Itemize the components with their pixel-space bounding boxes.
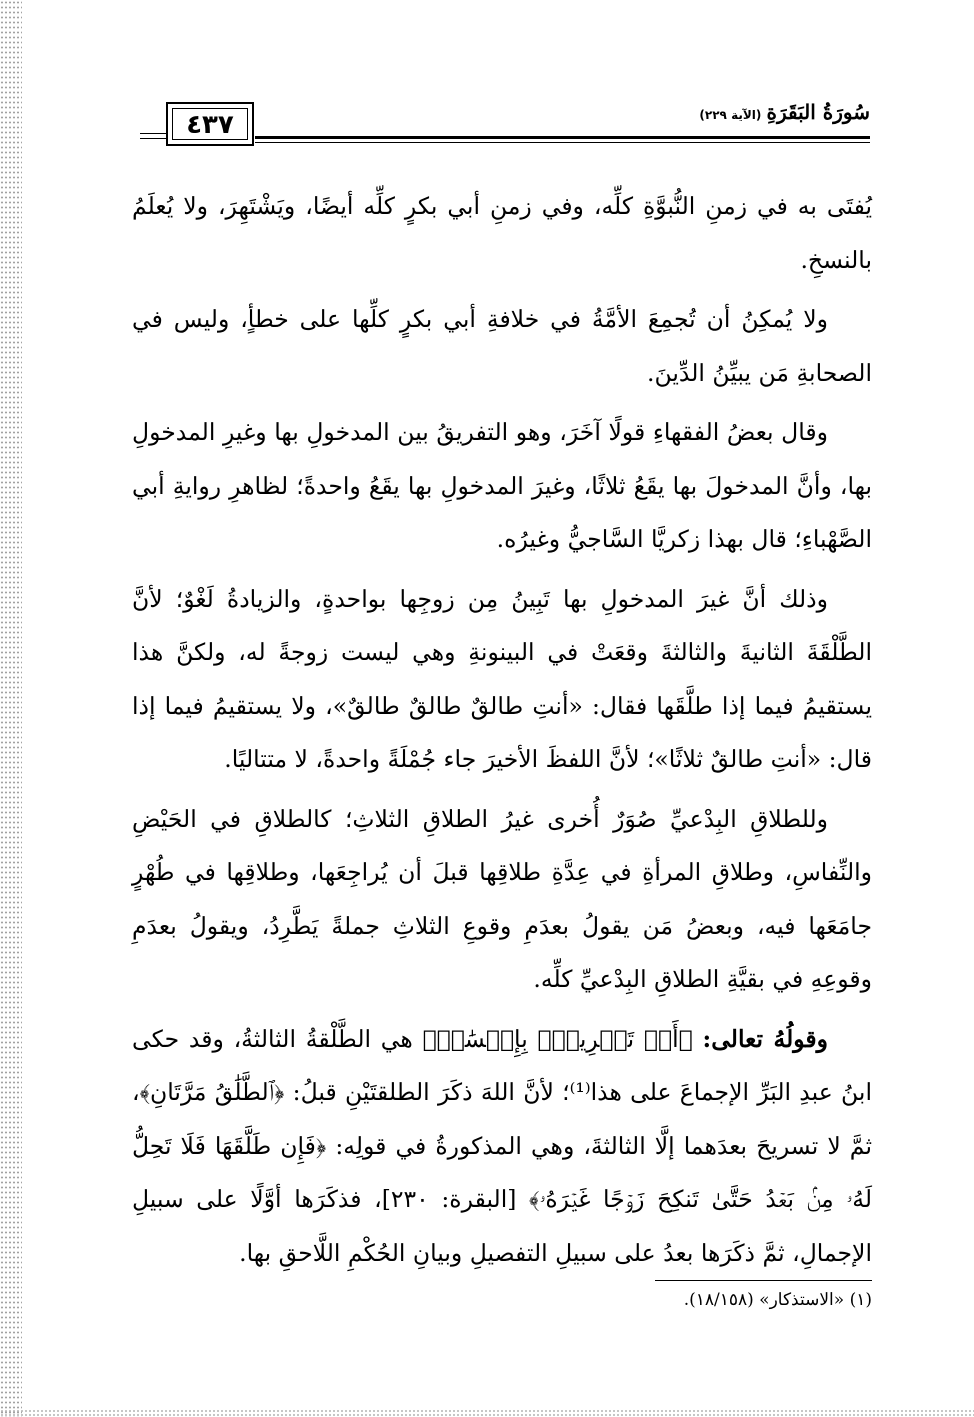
paragraph-2: ولا يُمكِنُ أن تُجمِعَ الأمَّةُ في خلافةِ أبي بكرٍ كلِّها على خطأٍ، وليس في الصحابةِ مَن يبيِّنُ الدِّينَ. <box>132 305 872 387</box>
page-number: ٤٣٧ <box>172 108 248 140</box>
header-rule-left-top <box>140 133 166 134</box>
paragraph-6-text: ﴿أَوۡ تَسۡرِيحُۢ بِإِحۡسَٰنٖ﴾ هي الطَّلْقةُ الثالثةُ، وقد حكى ابنُ عبدِ البَرِّ الإجماعَ على هذا⁽¹⁾؛ لأنَّ اللهَ ذكَرَ الطلقتَيْنِ قبلُ: ﴿ٱلطَّلَٰقُ مَرَّتَانِ﴾، ثمَّ لا تسريحَ بعدَهما إلَّا الثالثةَ، وهي المذكورةُ في قولِه: ﴿فَإِن طَلَّقَهَا فَلَا تَحِلُّ لَهُۥ مِنۢ بَعۡدُ حَتَّىٰ تَنكِحَ زَوۡجًا غَيۡرَهُۥ﴾ [البقرة: ٢٣٠]، فذكَرَها أوَّلًا على سبيلِ الإجمالِ، ثمَّ ذكَرَها بعدُ على سبيلِ التفصيلِ وبيانِ الحُكْمِ اللَّاحقِ بها. <box>132 1024 872 1267</box>
scan-edge-left <box>0 0 22 1417</box>
paragraph-1: يُفتَى به في زمنِ النُّبوَّةِ كلِّه، وفي زمنِ أبي بكرٍ كلِّه أيضًا، ويَشْتَهِرَ، ولا يُعلَمُ بالنسخِ. <box>132 192 872 274</box>
page-number-frame <box>166 102 254 146</box>
scan-edge-bottom <box>0 1409 974 1417</box>
page-header <box>140 98 870 150</box>
paragraph-3: وقال بعضُ الفقهاءِ قولًا آخَرَ، وهو التفريقُ بين المدخولِ بها وغيرِ المدخولِ بها، وأنَّ المدخولَ بها يقَعُ ثلاثًا، وغيرَ المدخولِ بها يقَعُ واحدةً؛ لظاهرِ روايةِ أبي الصَّهْباءِ؛ قال بهذا زكريَّا السَّاجيُّ وغيرُه. <box>132 418 872 553</box>
header-rule-thick <box>255 136 870 139</box>
paragraph-6 <box>132 1013 872 1281</box>
ayah-reference: (الآية ٢٢٩) <box>699 108 762 122</box>
running-head <box>699 100 870 124</box>
paragraph-6-lead: وقولُهُ تعالى: <box>702 1024 828 1053</box>
body-text <box>132 180 872 1280</box>
footnote: (١) «الاستذكار» (١٨/١٥٨). <box>683 1290 872 1310</box>
surah-title: سُورَةُ البَقَرَةِ <box>766 100 870 124</box>
footnote-rule <box>655 1280 872 1281</box>
header-rule-left-bottom <box>140 138 166 139</box>
paragraph-4: وذلك أنَّ غيرَ المدخولِ بها تَبِينُ مِن زوجِها بواحدةٍ، والزيادةُ لَغْوٌ؛ لأنَّ الطَّلْقَةَ الثانيةَ والثالثةَ وقعَتْ في البينونةِ وهي ليست زوجةً له، ولكنَّ هذا يستقيمُ فيما إذا طلَّقَها فقال: «أنتِ طالقٌ طالقٌ طالقٌ»، ولا يستقيمُ فيما إذا قال: «أنتِ طالقٌ ثلاثًا»؛ لأنَّ اللفظَ الأخيرَ جاء جُمْلَةً واحدةً، لا متتاليًا. <box>132 584 872 773</box>
paragraph-5: وللطلاقِ البِدْعيِّ صُوَرٌ أُخرى غيرُ الطلاقِ الثلاثِ؛ كالطلاقِ في الحَيْضِ والنِّفاسِ، وطلاقِ المرأةِ في عِدَّةِ طلاقِها قبلَ أن يُراجِعَها، وطلاقِها في طُهْرٍ جامَعَها فيه، وبعضُ مَن يقولُ بعدَمِ وقوعِ الثلاثِ جملةً يَطَّرِدُ، ويقولُ بعدَمِ وقوعِهِ في بقيَّةِ الطلاقِ البِدْعيِّ كلِّه. <box>132 804 872 993</box>
header-rule-thin <box>255 142 870 143</box>
